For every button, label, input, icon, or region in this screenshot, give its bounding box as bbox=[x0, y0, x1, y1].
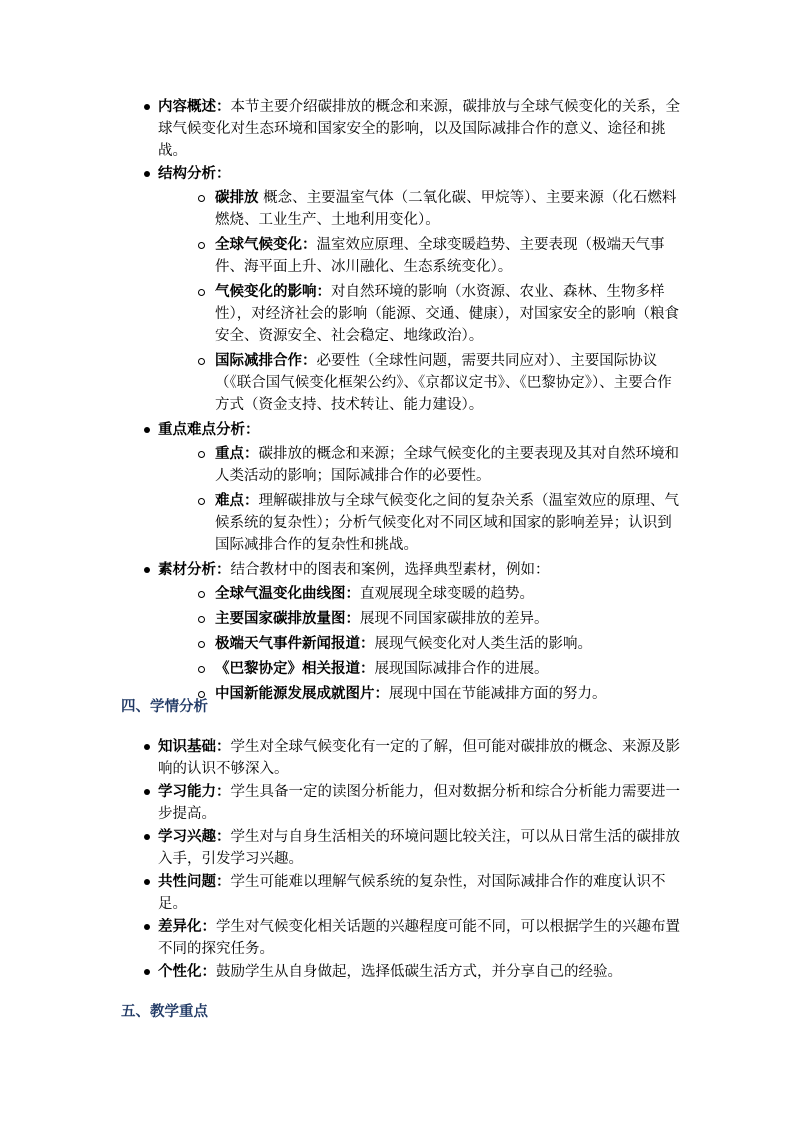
list-item bbox=[140, 916, 680, 960]
list-item bbox=[140, 736, 680, 780]
list-item-structure bbox=[140, 163, 680, 416]
list-item bbox=[140, 781, 680, 825]
item-text: 必要性（全球性问题，需要共同应对）、主要国际协议（《联合国气候变化框架公约》、《京都议定书》、《巴黎协定》）、主要合作方式（资金支持、技术转让、能力建设）。 bbox=[215, 353, 672, 413]
sub-item-material bbox=[204, 583, 680, 605]
item-text: 学生可能难以理解气候系统的复杂性，对国际减排合作的难度认识不足。 bbox=[158, 874, 666, 912]
item-label: 重点： bbox=[215, 445, 259, 462]
item-text: 展现气候变化对人类生活的影响。 bbox=[374, 636, 592, 652]
item-text: 学生对全球气候变化有一定的了解，但可能对碳排放的概念、来源及影响的认识不够深入。 bbox=[158, 739, 680, 777]
item-label: 知识基础： bbox=[158, 738, 231, 755]
item-text: 理解碳排放与全球气候变化之间的复杂关系（温室效应的原理、气候系统的复杂性）；分析气候变化对不同区域和国家的影响差异；认识到国际减排合作的复杂性和挑战。 bbox=[215, 493, 679, 553]
item-text: 学生对气候变化相关话题的兴趣程度可能不同，可以根据学生的兴趣布置不同的探究任务。 bbox=[158, 919, 680, 957]
section-heading-learner-analysis: 四、学情分析 bbox=[121, 698, 208, 715]
sub-item-climate-impact bbox=[204, 281, 680, 347]
item-label: 个性化： bbox=[158, 963, 216, 980]
item-label: 国际减排合作： bbox=[215, 352, 317, 369]
materials-sublist bbox=[204, 583, 680, 705]
sub-item-carbon-emission bbox=[204, 187, 680, 231]
item-label: 重点难点分析： bbox=[158, 421, 260, 438]
item-label: 内容概述： bbox=[158, 98, 231, 115]
sub-item-material bbox=[204, 608, 680, 630]
sub-item-difficulty bbox=[204, 490, 680, 556]
keypoints-sublist bbox=[204, 443, 680, 556]
item-label: 共性问题： bbox=[158, 873, 231, 890]
item-label: 气候变化的影响： bbox=[215, 283, 331, 300]
section-heading-teaching-focus: 五、教学重点 bbox=[121, 1003, 208, 1020]
item-text: 展现不同国家碳排放的差异。 bbox=[360, 611, 549, 627]
item-label: 碳排放 bbox=[215, 189, 259, 206]
item-text: 学生对与自身生活相关的环境问题比较关注，可以从日常生活的碳排放入手，引发学习兴趣。 bbox=[158, 829, 680, 867]
item-text: 温室效应原理、全球变暖趋势、主要表现（极端天气事件、海平面上升、冰川融化、生态系统变化）。 bbox=[215, 237, 665, 275]
item-text: 展现中国在节能减排方面的努力。 bbox=[389, 686, 607, 702]
item-label: 全球气候变化： bbox=[215, 236, 317, 253]
item-label: 《巴黎协定》相关报道： bbox=[215, 660, 375, 677]
item-label: 差异化： bbox=[158, 918, 216, 935]
list-item bbox=[140, 961, 680, 983]
list-item bbox=[140, 871, 680, 915]
item-label: 极端天气事件新闻报道： bbox=[215, 635, 375, 652]
sub-item-key-point bbox=[204, 443, 680, 487]
content-analysis-list bbox=[140, 96, 680, 708]
item-text: 学生具备一定的读图分析能力，但对数据分析和综合分析能力需要进一步提高。 bbox=[158, 784, 680, 822]
item-label: 全球气温变化曲线图： bbox=[215, 585, 360, 602]
item-text: 直观展现全球变暖的趋势。 bbox=[360, 586, 534, 602]
item-label: 学习能力： bbox=[158, 783, 231, 800]
learner-analysis-list bbox=[140, 736, 680, 984]
item-label: 学习兴趣： bbox=[158, 828, 231, 845]
sub-item-material bbox=[204, 633, 680, 655]
list-item bbox=[140, 826, 680, 870]
structure-sublist bbox=[204, 187, 680, 416]
item-label: 难点： bbox=[215, 492, 259, 509]
sub-item-global-climate-change bbox=[204, 234, 680, 278]
list-item-overview bbox=[140, 96, 680, 162]
sub-item-international-cooperation bbox=[204, 350, 680, 416]
item-text: 对自然环境的影响（水资源、农业、森林、生物多样性），对经济社会的影响（能源、交通、健康），对国家安全的影响（粮食安全、资源安全、社会稳定、地缘政治）。 bbox=[215, 284, 679, 344]
item-text: 展现国际减排合作的进展。 bbox=[374, 661, 549, 677]
item-text: 结合教材中的图表和案例，选择典型素材，例如： bbox=[230, 562, 550, 578]
list-item-materials bbox=[140, 559, 680, 705]
sub-item-material bbox=[204, 658, 680, 680]
sub-item-material bbox=[204, 683, 680, 705]
item-label: 素材分析： bbox=[158, 561, 231, 578]
list-item-keypoints bbox=[140, 419, 680, 556]
item-text: 本节主要介绍碳排放的概念和来源，碳排放与全球气候变化的关系，全球气候变化对生态环境和国家安全的影响，以及国际减排合作的意义、途径和挑战。 bbox=[158, 99, 680, 159]
item-label: 结构分析： bbox=[158, 165, 231, 182]
item-text: 碳排放的概念和来源；全球气候变化的主要表现及其对自然环境和人类活动的影响；国际减排合作的必要性。 bbox=[215, 446, 679, 484]
item-text: 概念、主要温室气体（二氧化碳、甲烷等）、主要来源（化石燃料燃烧、工业生产、土地利用变化）。 bbox=[215, 190, 677, 228]
item-label: 主要国家碳排放量图： bbox=[215, 610, 360, 627]
item-text: 鼓励学生从自身做起，选择低碳生活方式，并分享自己的经验。 bbox=[216, 964, 622, 980]
item-label: 中国新能源发展成就图片： bbox=[215, 685, 389, 702]
